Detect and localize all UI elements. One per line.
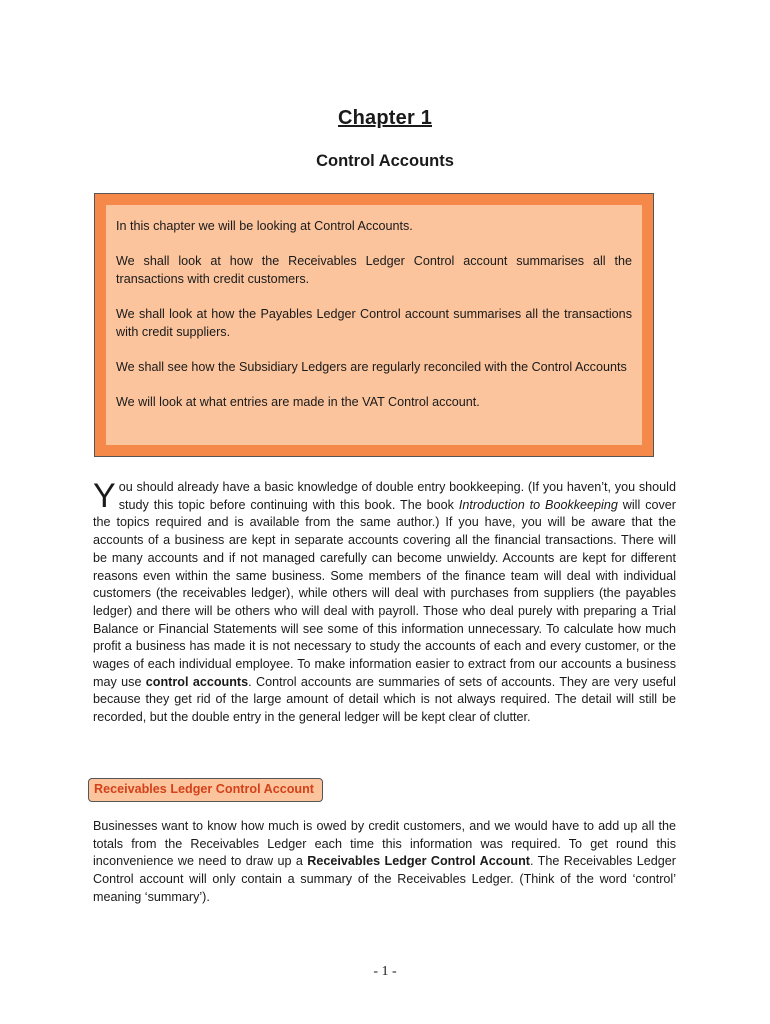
page-number: - 1 -: [373, 964, 397, 979]
intro-item: We will look at what entries are made in the VAT Control account.: [116, 395, 480, 409]
chapter-subtitle: Control Accounts: [316, 152, 454, 170]
intro-paragraph: [93, 479, 676, 727]
section-heading: Receivables Ledger Control Account: [88, 778, 323, 802]
intro-item: We shall see how the Subsidiary Ledgers are regularly reconciled with the Control Accounts: [116, 360, 627, 374]
bold-term: Receivables Ledger Control Account: [307, 854, 530, 869]
bold-term: control accounts: [145, 674, 249, 689]
paragraph-text: . Control accounts are summaries of sets of accounts. They are very useful because they get rid of the large amount of detail which is not always required. The detail will still be recorded, but the double entry in the general ledger will be kept clear of clutter.: [93, 674, 676, 725]
paragraph-text: ou should already have a basic knowledge of double entry bookkeeping. (If you haven’t, you should study this topic before continuing with this book. The book: [118, 480, 676, 512]
intro-item: In this chapter we will be looking at Control Accounts.: [116, 219, 413, 233]
paragraph-text: will cover the topics required and is available from the same author.) If you have, you will be aware that the accounts of a business are kept in separate accounts covering all the financial transactions. There will be many accounts and if not managed carefully can become unwieldy. Accounts are kept for different reasons even within the same business. Some members of the finance team will deal with individual customers (the receivables ledger), while others will deal with purchases from suppliers (the payables ledger) and there will be others who will deal with payroll. Those who deal purely with preparing a Trial Balance or Financial Statements will see some of this information unnecessary. To calculate how much profit a business has made it is not necessary to study the accounts of each and every customer, or the wages of each individual employee. To make information easier to extract from our accounts a business may use: [93, 497, 676, 689]
chapter-intro-box: [94, 193, 654, 457]
intro-item: We shall look at how the Receivables Ledger Control account summarises all the transactions with credit customers.: [116, 254, 632, 286]
intro-item: We shall look at how the Payables Ledger Control account summarises all the transactions with credit suppliers.: [116, 307, 632, 339]
chapter-title: Chapter 1: [337, 107, 433, 129]
book-title: Introduction to Bookkeeping: [458, 497, 618, 512]
paragraph-text: . The Receivables Ledger Control account will only contain a summary of the Receivables Ledger. (Think of the word ‘control’ meaning ‘summary’).: [93, 854, 676, 904]
drop-cap: Y: [93, 477, 116, 515]
paragraph-text: Businesses want to know how much is owed by credit customers, and we would have to add up all the totals from the Receivables Ledger each time this information was required. To get round this inconvenience we need to draw up a: [93, 819, 676, 869]
chapter-intro-content: [106, 205, 642, 445]
section-paragraph: [93, 818, 676, 907]
